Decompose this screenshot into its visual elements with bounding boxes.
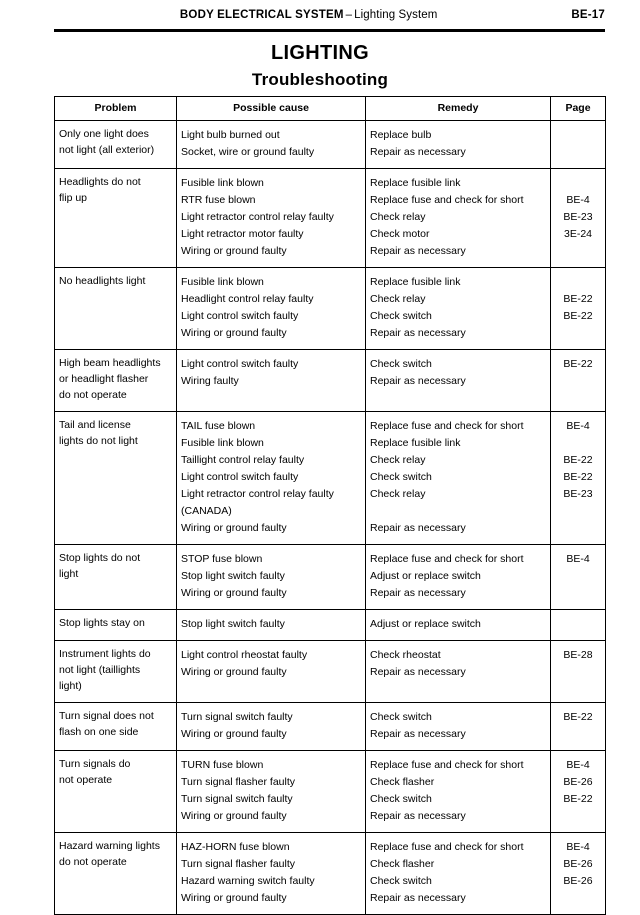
troubleshooting-table-wrapper [54, 96, 605, 915]
cell-possible-cause-line: Hazard warning switch faulty [181, 874, 315, 887]
table-row [55, 544, 606, 609]
cell-possible-cause-line: Light control switch faulty [181, 310, 299, 322]
cell-page-line: BE-4 [566, 419, 590, 432]
cell-possible-cause-line: Light retractor control relay faulty [181, 211, 334, 223]
cell-remedy-line: Replace fusible link [370, 436, 461, 449]
cell-remedy-line: Repair as necessary [370, 375, 466, 387]
header-rule [54, 29, 605, 32]
cell-remedy-line: Repair as necessary [370, 146, 466, 158]
table-row [55, 609, 606, 640]
cell-remedy-line: Check relay [370, 453, 426, 466]
table-row [55, 350, 606, 412]
column-header-page: Page [551, 97, 606, 121]
cell-possible-cause-line: Stop light switch faulty [181, 569, 285, 582]
cell-remedy [366, 750, 551, 832]
cell-possible-cause-line: Turn signal flasher faulty [181, 775, 295, 788]
cell-possible-cause-line: Wiring or ground faulty [181, 891, 287, 904]
cell-remedy [366, 350, 551, 412]
cell-remedy-line: Check motor [370, 228, 430, 240]
cell-problem-line: High beam headlights [59, 357, 161, 369]
cell-problem [55, 609, 177, 640]
cell-problem-line: Stop lights do not [59, 551, 141, 564]
cell-remedy-line: Check flasher [370, 775, 435, 788]
cell-remedy [366, 544, 551, 609]
cell-possible-cause-line: Wiring or ground faulty [181, 521, 287, 534]
cell-remedy [366, 268, 551, 350]
cell-possible-cause-line: Stop light switch faulty [181, 617, 285, 630]
cell-remedy-line: Replace fuse and check for short [370, 194, 524, 206]
table-row [55, 411, 606, 544]
cell-problem [55, 640, 177, 702]
cell-possible-cause-line: Light bulb burned out [181, 129, 280, 141]
cell-possible-cause [177, 544, 366, 609]
cell-possible-cause-line: STOP fuse blown [181, 552, 263, 565]
cell-page [551, 121, 606, 169]
cell-page-line: BE-4 [566, 552, 590, 565]
cell-remedy-line: Repair as necessary [370, 665, 466, 678]
cell-problem [55, 832, 177, 914]
cell-possible-cause-line: Wiring or ground faulty [181, 665, 287, 678]
cell-possible-cause-line: Wiring or ground faulty [181, 245, 287, 257]
cell-problem-line: not light (taillights [59, 663, 141, 676]
cell-problem [55, 268, 177, 350]
cell-possible-cause-line: TAIL fuse blown [181, 419, 256, 432]
cell-remedy-line: Check relay [370, 293, 426, 305]
cell-possible-cause-line: Wiring or ground faulty [181, 809, 287, 822]
cell-page [551, 169, 606, 268]
cell-page-line: 3E-24 [563, 228, 593, 240]
cell-possible-cause [177, 169, 366, 268]
troubleshooting-table [54, 96, 606, 915]
cell-problem-line: not operate [59, 773, 113, 786]
cell-possible-cause [177, 121, 366, 169]
cell-possible-cause [177, 411, 366, 544]
cell-problem-line: flash on one side [59, 725, 139, 738]
cell-problem [55, 544, 177, 609]
cell-problem-line: or headlight flasher [59, 372, 149, 385]
cell-problem-line: lights do not light [59, 434, 138, 447]
cell-possible-cause-line: Wiring or ground faulty [181, 727, 287, 740]
cell-remedy-line: Replace fuse and check for short [370, 419, 524, 432]
cell-page [551, 702, 606, 750]
cell-problem-line: light) [59, 679, 82, 692]
cell-possible-cause [177, 640, 366, 702]
cell-possible-cause-line: Fusible link blown [181, 436, 264, 449]
cell-remedy-line: Replace fuse and check for short [370, 552, 524, 565]
cell-problem-line: not light (all exterior) [59, 143, 155, 156]
header-system-name: BODY ELECTRICAL SYSTEM [179, 9, 344, 21]
cell-remedy [366, 169, 551, 268]
cell-remedy-line: Repair as necessary [370, 245, 466, 257]
cell-remedy-line: Replace fusible link [370, 276, 461, 288]
cell-possible-cause-line: HAZ-HORN fuse blown [181, 840, 290, 853]
header-separator-dash: – [345, 9, 353, 21]
cell-possible-cause-line: Turn signal switch faulty [181, 792, 293, 805]
cell-problem-line: Instrument lights do [59, 647, 151, 660]
cell-page [551, 268, 606, 350]
cell-possible-cause-line: Socket, wire or ground faulty [181, 146, 315, 158]
cell-page-line: BE-23 [563, 211, 593, 223]
cell-page [551, 544, 606, 609]
cell-remedy-line: Adjust or replace switch [370, 569, 481, 582]
cell-possible-cause [177, 609, 366, 640]
cell-page-line: BE-26 [563, 874, 593, 887]
cell-possible-cause-line: Wiring faulty [181, 375, 239, 387]
cell-remedy [366, 411, 551, 544]
cell-page-line: BE-26 [563, 857, 593, 870]
cell-possible-cause-line: Wiring or ground faulty [181, 586, 287, 599]
cell-possible-cause-line: (CANADA) [181, 504, 232, 517]
cell-page [551, 350, 606, 412]
cell-possible-cause-line: Light retractor motor faulty [181, 228, 304, 240]
cell-problem-line: do not operate [59, 388, 127, 401]
cell-possible-cause-line: Light control switch faulty [181, 358, 299, 370]
cell-remedy-line: Check switch [370, 792, 432, 805]
cell-remedy-line: Repair as necessary [370, 327, 466, 339]
cell-possible-cause [177, 350, 366, 412]
cell-page-line: BE-22 [563, 470, 593, 483]
table-row [55, 121, 606, 169]
cell-page [551, 411, 606, 544]
cell-problem-line: flip up [59, 191, 88, 204]
cell-problem [55, 169, 177, 268]
cell-remedy [366, 121, 551, 169]
cell-page-line: BE-23 [563, 487, 593, 500]
cell-problem-line: Turn signals do [59, 757, 131, 770]
cell-possible-cause-line: Taillight control relay faulty [181, 453, 305, 466]
cell-problem-line: No headlights light [59, 275, 146, 287]
cell-problem-line: do not operate [59, 855, 127, 868]
page-title: LIGHTING [271, 42, 369, 64]
cell-possible-cause [177, 832, 366, 914]
column-header-remedy: Remedy [366, 97, 551, 121]
table-row [55, 832, 606, 914]
cell-remedy-line: Replace bulb [370, 129, 432, 141]
cell-page-line: BE-22 [563, 293, 593, 305]
cell-page [551, 609, 606, 640]
cell-page-line: BE-28 [563, 648, 593, 661]
cell-remedy-line: Repair as necessary [370, 891, 466, 904]
cell-remedy-line: Check switch [370, 710, 432, 723]
cell-remedy-line: Check switch [370, 874, 432, 887]
cell-problem-line: Stop lights stay on [59, 616, 145, 629]
cell-remedy [366, 640, 551, 702]
cell-possible-cause-line: Wiring or ground faulty [181, 327, 287, 339]
cell-remedy-line: Check flasher [370, 857, 435, 870]
cell-possible-cause-line: Fusible link blown [181, 276, 264, 288]
cell-problem-line: Only one light does [59, 128, 149, 140]
cell-page-line: BE-22 [563, 710, 593, 723]
cell-remedy-line: Repair as necessary [370, 727, 466, 740]
cell-page-line: BE-22 [563, 310, 593, 322]
column-header-possible-cause: Possible cause [177, 97, 366, 121]
cell-remedy-line: Replace fusible link [370, 177, 461, 189]
cell-possible-cause-line: RTR fuse blown [181, 194, 256, 206]
table-row [55, 640, 606, 702]
cell-remedy-line: Replace fuse and check for short [370, 758, 524, 771]
table-row [55, 750, 606, 832]
cell-page-line: BE-26 [563, 775, 593, 788]
cell-problem [55, 750, 177, 832]
page-running-header [54, 9, 605, 31]
cell-remedy-line: Check rheostat [370, 648, 441, 661]
column-header-problem: Problem [55, 97, 177, 121]
cell-page [551, 640, 606, 702]
header-section-name: Lighting System [354, 9, 438, 21]
cell-possible-cause-line: Turn signal switch faulty [181, 710, 293, 723]
cell-possible-cause [177, 750, 366, 832]
cell-possible-cause [177, 702, 366, 750]
cell-remedy-line: Replace fuse and check for short [370, 840, 524, 853]
cell-problem [55, 411, 177, 544]
cell-remedy-line: Check relay [370, 211, 426, 223]
cell-remedy-line: Repair as necessary [370, 586, 466, 599]
header-page-number: BE-17 [571, 9, 605, 21]
cell-remedy-line: Repair as necessary [370, 809, 466, 822]
cell-page [551, 832, 606, 914]
cell-page-line: BE-22 [563, 358, 593, 370]
table-header-row [55, 97, 606, 121]
table-header [55, 97, 606, 121]
cell-possible-cause-line: Light retractor control relay faulty [181, 487, 334, 500]
cell-possible-cause-line: Light control switch faulty [181, 470, 299, 483]
cell-page-line: BE-4 [566, 758, 590, 771]
cell-remedy [366, 702, 551, 750]
header-title-group [54, 9, 563, 21]
cell-problem-line: light [59, 567, 79, 580]
table-body [55, 121, 606, 915]
cell-remedy-line: Check switch [370, 310, 432, 322]
cell-problem-line: Headlights do not [59, 176, 141, 188]
page-subtitle: Troubleshooting [251, 70, 389, 89]
cell-possible-cause-line: Turn signal flasher faulty [181, 857, 295, 870]
cell-problem-line: Hazard warning lights [59, 839, 160, 852]
cell-remedy-line: Check switch [370, 358, 432, 370]
cell-possible-cause-line: Headlight control relay faulty [181, 293, 314, 305]
cell-problem [55, 702, 177, 750]
cell-page [551, 750, 606, 832]
cell-possible-cause-line: Fusible link blown [181, 177, 264, 189]
cell-page-line: BE-4 [566, 840, 590, 853]
cell-page-line: BE-4 [566, 194, 590, 206]
cell-problem-line: Tail and license [59, 418, 131, 431]
cell-page-line: BE-22 [563, 453, 593, 466]
cell-possible-cause-line: TURN fuse blown [181, 758, 264, 771]
cell-problem-line: Turn signal does not [59, 709, 154, 722]
cell-remedy-line: Repair as necessary [370, 521, 466, 534]
table-row [55, 268, 606, 350]
cell-possible-cause-line: Light control rheostat faulty [181, 648, 308, 661]
cell-problem [55, 121, 177, 169]
table-row [55, 169, 606, 268]
cell-possible-cause [177, 268, 366, 350]
cell-page-line: BE-22 [563, 792, 593, 805]
cell-remedy-line: Check switch [370, 470, 432, 483]
cell-remedy [366, 609, 551, 640]
cell-remedy-line: Check relay [370, 487, 426, 500]
cell-remedy-line: Adjust or replace switch [370, 617, 481, 630]
table-row [55, 702, 606, 750]
cell-problem [55, 350, 177, 412]
cell-remedy [366, 832, 551, 914]
